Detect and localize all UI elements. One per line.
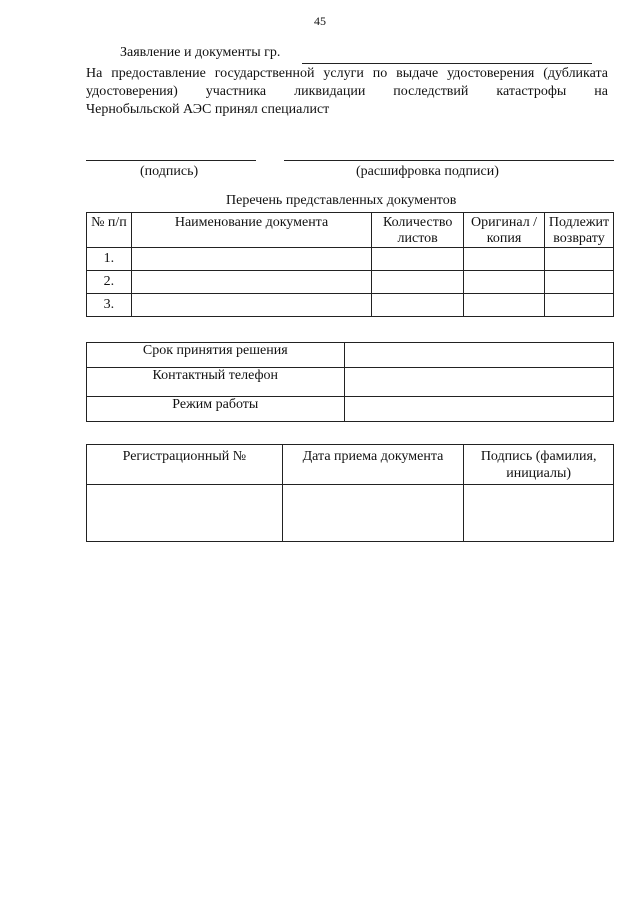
table-row	[87, 368, 614, 397]
document-name-cell[interactable]	[131, 271, 371, 294]
signature-decoding-caption: (расшифровка подписи)	[356, 164, 499, 179]
table-row	[87, 294, 614, 317]
column-header-receipt-date: Дата приема документа	[282, 445, 464, 485]
registration-number-cell[interactable]	[87, 485, 283, 542]
decision-info-table	[86, 342, 614, 422]
sheet-count-cell[interactable]	[372, 294, 464, 317]
sheet-count-cell[interactable]	[372, 248, 464, 271]
original-copy-cell[interactable]	[464, 271, 545, 294]
paragraph-line-3: Чернобыльской АЭС принял специалист	[86, 102, 330, 117]
column-header-document-name: Наименование документа	[131, 213, 371, 248]
returnable-cell[interactable]	[545, 271, 614, 294]
original-copy-cell[interactable]	[464, 248, 545, 271]
column-header-registration-number: Регистрационный №	[87, 445, 283, 485]
documents-table	[86, 212, 614, 317]
original-copy-cell[interactable]	[464, 294, 545, 317]
returnable-cell[interactable]	[545, 294, 614, 317]
column-header-original-copy: Оригинал /копия	[464, 213, 545, 248]
row-number: 1.	[87, 248, 132, 271]
row-number: 2.	[87, 271, 132, 294]
decision-term-label: Срок принятия решения	[87, 343, 345, 368]
receipt-date-cell[interactable]	[282, 485, 464, 542]
contact-phone-label: Контактный телефон	[87, 368, 345, 397]
working-hours-label: Режим работы	[87, 397, 345, 422]
document-name-cell[interactable]	[131, 248, 371, 271]
registration-header-row	[87, 445, 614, 485]
table-row	[87, 397, 614, 422]
returnable-cell[interactable]	[545, 248, 614, 271]
column-header-sheet-count: Количество листов	[372, 213, 464, 248]
signature-line	[86, 160, 256, 161]
registration-table	[86, 444, 614, 542]
documents-list-title: Перечень представленных документов	[226, 193, 457, 208]
column-header-number: № п/п	[87, 213, 132, 248]
acceptance-paragraph	[86, 65, 608, 119]
page-number: 45	[314, 14, 326, 28]
document-name-cell[interactable]	[131, 294, 371, 317]
working-hours-value[interactable]	[344, 397, 613, 422]
table-row	[87, 271, 614, 294]
row-number: 3.	[87, 294, 132, 317]
documents-header-row	[87, 213, 614, 248]
table-row	[87, 248, 614, 271]
signature-caption: (подпись)	[140, 164, 199, 179]
contact-phone-value[interactable]	[344, 368, 613, 397]
column-header-returnable: Подлежит возврату	[545, 213, 614, 248]
table-row	[87, 343, 614, 368]
citizen-name-line	[302, 63, 592, 64]
signature-cell[interactable]	[464, 485, 614, 542]
decision-term-value[interactable]	[344, 343, 613, 368]
paragraph-line-2: удостоверения) участника ликвидации последствий катастрофы на	[86, 84, 608, 99]
statement-heading: Заявление и документы гр.	[120, 45, 281, 60]
paragraph-line-1: На предоставление государственной услуги по выдаче удостоверения (дубликата	[86, 66, 608, 81]
table-row	[87, 485, 614, 542]
column-header-signature: Подпись (фамилия, инициалы)	[464, 445, 614, 485]
signature-decoding-line	[284, 160, 614, 161]
sheet-count-cell[interactable]	[372, 271, 464, 294]
